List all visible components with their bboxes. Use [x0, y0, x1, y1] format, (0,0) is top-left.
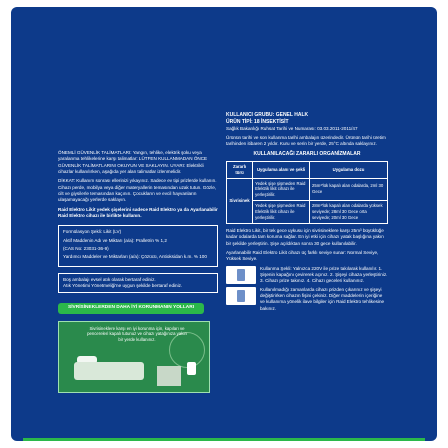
ingredients-box: [58, 225, 218, 266]
plug-in-device-icon: [187, 362, 196, 375]
license-text: Atık Yönetimi Yönetmeliği'ne uygun şekilde bertaraf ediniz.: [63, 282, 183, 288]
bedroom-illustration: [58, 321, 210, 393]
safety-paragraph-1: ÖNEMLİ GÜVENLİK TALİMATLARI: Yangın, tehlike, elektrik şoku veya yaralanma tehlikelerine karşı talimatlar: LÜTFEN KULLANMADAN ÖNCE GÜVENLİK TALİMATLARINI OKUYUN VE SAKLAYIN. UYARI: Elektrikli cihazlar kullanılırken, aşağıda yer alan talimatlar izlenmelidir.: [58, 150, 208, 174]
safety-paragraph-3: Raid Elektro Likit yedek şişelerini sadece Raid Elektro ya da Ayarlanabilir Raid Elektro cihazı ile birlikte kullanın.: [58, 206, 218, 218]
pest-cell: Sivrisinek: [227, 178, 253, 224]
usage-notes-text: Kullanılmadığı zamanlarda cihazı prizden çıkarınız ve şişeyi değiştirirken cihazın fişini çekiniz. Diğer maddelerin içeriğine ve kullanıma yönelik ilave bilgiler için Raid Elektro tehlikesine bakınız.: [260, 286, 385, 311]
application-cell: Yedek şişe şişmeden Raid Elektrik likit cihazı ile yerleştirilir.: [253, 178, 310, 201]
product-type-heading: ÜRÜN TİPİ: 18 İNSEKTİSİT: [226, 118, 289, 125]
instruction-paragraph-2: Ayarlanabilir Raid Elektro Likit cihazı üç farklı seviye sunar: Normal Seviye, Yüksek Seviye.: [226, 250, 379, 262]
disposal-box: [58, 273, 218, 294]
active-ingredient-text: Aktif Maddenin Adı ve Miktarı (a/a): Pralletrin % 1,2: [63, 237, 167, 243]
protection-tips-banner: SİVRİSİNEKLERDEN DAHA İYİ KORUNMANIN YOLLARI: [58, 303, 204, 314]
user-group-heading: KULLANICI GRUBU: GENEL HALK: [226, 112, 309, 118]
step-image-icon: [226, 266, 256, 284]
right-column: [226, 112, 388, 312]
application-cell: Yedek şişe şişmeden Raid Elektrik likit cihazı ile yerleştirilir.: [253, 201, 310, 224]
disposal-text: Boş ambalajı evsel atık olarak bertaraf ediniz.: [63, 276, 156, 282]
step-image-icon: [226, 287, 256, 305]
illustration-caption: Sivrisineklere karşı en iyi korunma için, kapıları ve pencereleri kapalı tutunuz ve cihazı yatağınıza yakın bir yerde kullanınız.: [87, 325, 187, 343]
safety-paragraph-2: DİKKAT: Kullanım sonrası ellerinizi yıkayınız. Sadece ev tipi prizlerde kullanın. Cihazı perde, mobilya veya diğer materyallerin temasından uzak tutun. Gözle, cilt ve giysilerle temasından kaçının. Çocukların ve evcil hayvanların ulaşamayacağı yerlerde saklayın.: [58, 178, 217, 203]
instruction-paragraph-1: Raid Elektro Likit, bir tek gece uykusu için sivrisineklere karşı 25m³ büyüklüğe kadar odalarda tam koruma sağlar. En iyi etki için cihazı yatak başlığına yakın bir şekilde yerleştirin. Şişe açıldıktan sonra 30 gece kullanılabilir.: [226, 228, 384, 246]
cas-number-text: (CAS No: 23031-36-9): [63, 245, 109, 251]
pest-table: [226, 161, 388, 224]
pest-table-title: KULLANILACAĞI ZARARLI ORGANİZMALAR: [253, 150, 361, 157]
column-header-pest: Zararlı türü: [227, 161, 253, 178]
usage-steps: [226, 266, 388, 312]
auxiliary-ingredients-text: Yardımcı Maddeler ve Miktarları (a/a): Çözücü, Antioksidan k.m. % 100: [63, 254, 207, 260]
usage-steps-text: Kullanma Şekli: Yalnızca 220V ile prize takılarak kullanılır. 1. Şişenin kapağını çevirerek açınız. 2. Şişeyi cihaza yerleştiriniz. 3. Cihazı prize takınız. 4. Cihazı geceleri kullanınız.: [260, 265, 388, 284]
license-number-text: Sağlık Bakanlığı Ruhsat Tarihi ve Numarası: 03.03.2011-2011/47: [226, 125, 358, 131]
bed-shape: [74, 362, 144, 380]
nightstand-shape: [157, 366, 181, 386]
expiry-text: Ürünün tarihi ve son kullanma tarihi ambalajın üzerindedir. Ürünün tarihi üretim tarihinden itibaren 2 yıldır. Kuru ve serin bir yerde, 25°C altında saklayınız.: [226, 135, 386, 147]
column-header-dose: Uygulama dozu: [310, 161, 388, 178]
dose-cell: 28m³'lük kapalı alan odalarda yüksek seviyede; 28ml 30 Gece orta seviyede; 20ml 30 Gece: [310, 201, 388, 224]
dose-cell: 25m³'lük kapalı alan odalarda, 2ml 30 Gece: [310, 178, 388, 201]
formulation-text: Formülasyon Şekli: Likit (LV): [63, 229, 122, 235]
left-column: [58, 150, 218, 393]
table-header-row: [227, 161, 388, 178]
column-header-application: Uygulama alanı ve şekli: [253, 161, 310, 178]
table-row: [227, 178, 388, 201]
